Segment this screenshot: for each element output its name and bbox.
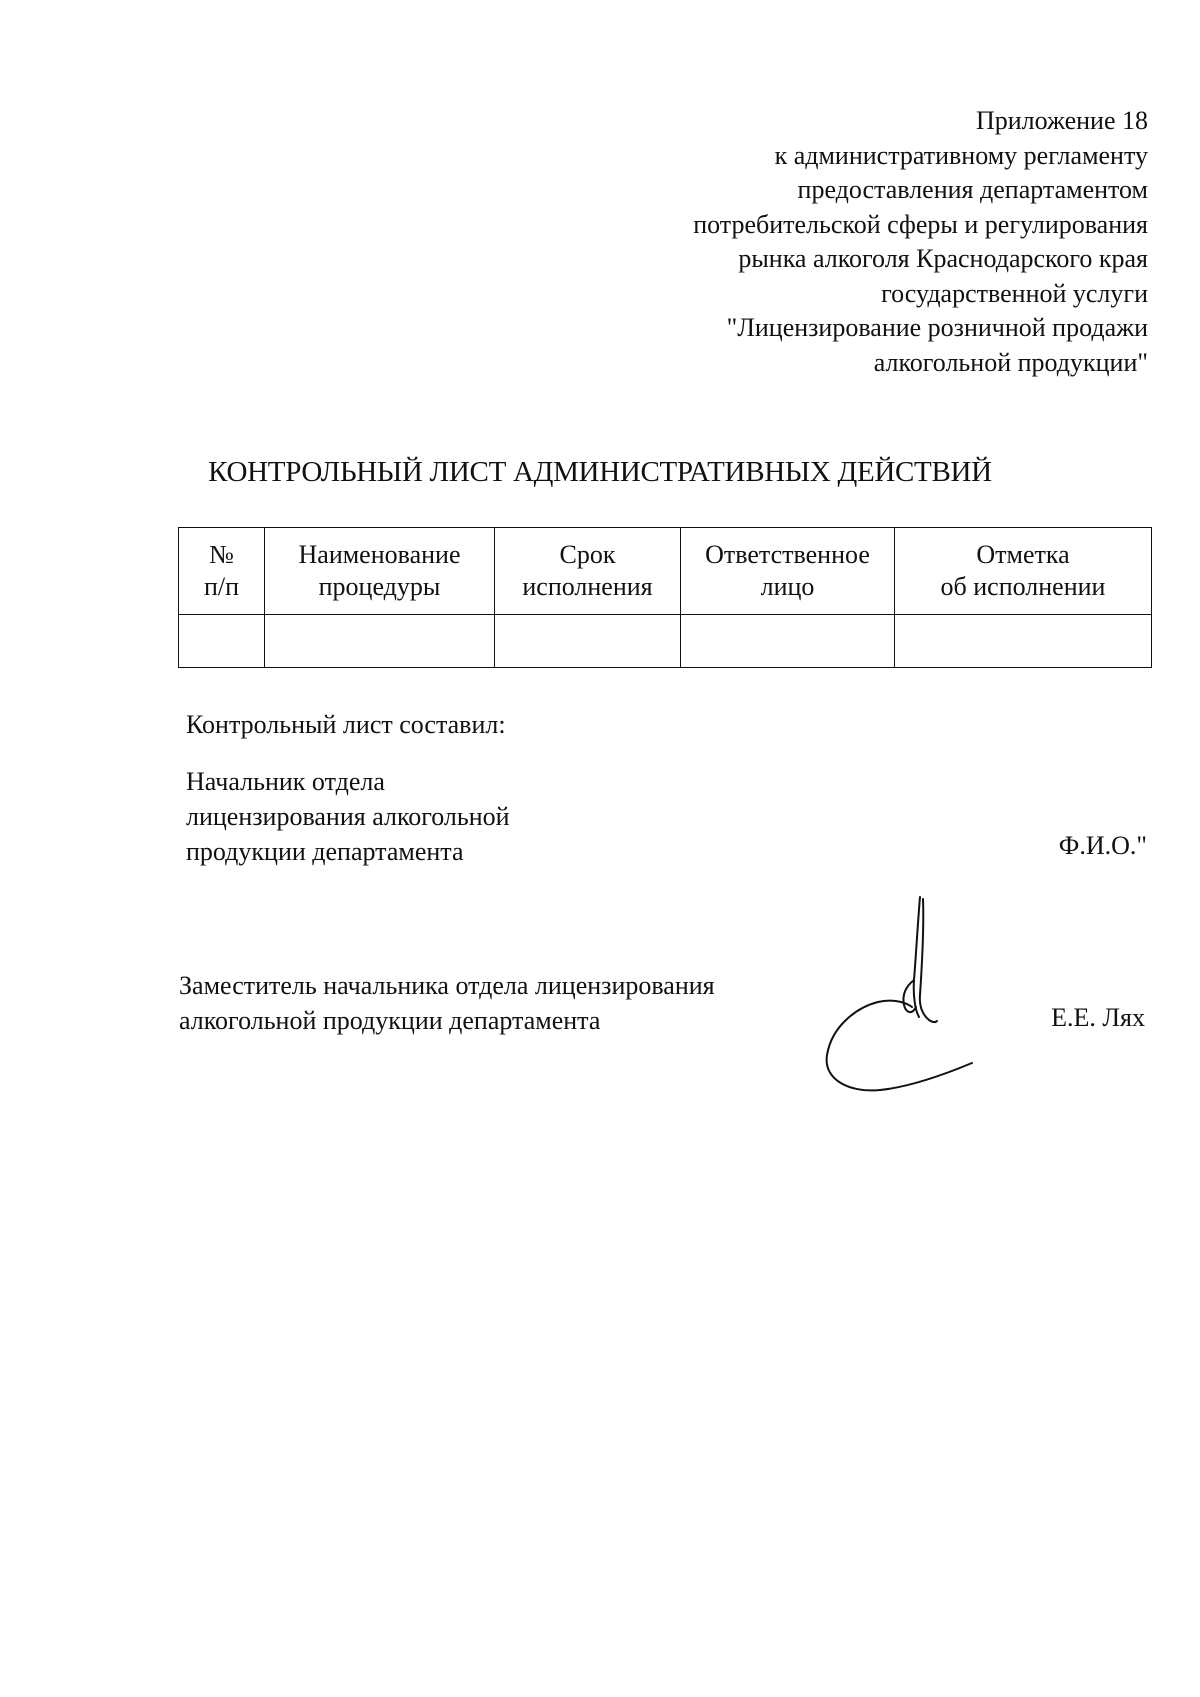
position-line: алкогольной продукции департамента [179,1006,601,1035]
head-name-placeholder: Ф.И.О." [1058,831,1147,860]
header-line: № [209,540,234,569]
appendix-line: Приложение 18 [975,106,1148,135]
position-line: Начальник отдела [186,767,385,796]
appendix-line: рынка алкоголя Краснодарского края [738,244,1148,273]
column-header-number [179,528,265,615]
table-header-row [179,528,1152,615]
header-line: Отметка [976,540,1070,569]
deputy-head-name: Е.Е. Лях [1051,1003,1145,1032]
compiled-by-label: Контрольный лист составил: [186,710,506,739]
appendix-line: предоставления департаментом [797,175,1148,204]
column-header-procedure [265,528,495,615]
table-cell [681,615,895,668]
header-line: п/п [203,572,240,601]
checklist-table [178,527,1152,668]
header-line: Наименование [298,540,461,569]
column-header-completion-mark [895,528,1152,615]
appendix-header [528,104,1148,380]
header-line: об исполнении [940,572,1106,601]
table-cell [895,615,1152,668]
header-line: процедуры [318,572,441,601]
handwritten-signature [820,895,990,1095]
head-of-department-title [186,764,510,869]
appendix-line: к административному регламенту [774,140,1148,170]
table-cell [495,615,681,668]
appendix-line: государственной услуги [881,278,1148,308]
header-line: исполнения [522,572,653,601]
table-cell [179,615,265,668]
appendix-line: потребительской сферы и регулирования [693,209,1148,239]
column-header-deadline [495,528,681,615]
appendix-line: "Лицензирование розничной продажи [726,313,1148,342]
position-line: лицензирования алкогольной [186,802,510,831]
position-line: продукции департамента [186,837,464,866]
header-line: Срок [559,540,616,569]
table-row [179,615,1152,668]
column-header-responsible [681,528,895,615]
header-line: лицо [760,572,815,601]
document-title: КОНТРОЛЬНЫЙ ЛИСТ АДМИНИСТРАТИВНЫХ ДЕЙСТВИЙ [208,456,992,488]
table-cell [265,615,495,668]
position-line: Заместитель начальника отдела лицензирования [179,971,715,1000]
deputy-head-title [179,968,715,1038]
header-line: Ответственное [705,540,870,569]
appendix-line: алкогольной продукции" [873,347,1148,377]
